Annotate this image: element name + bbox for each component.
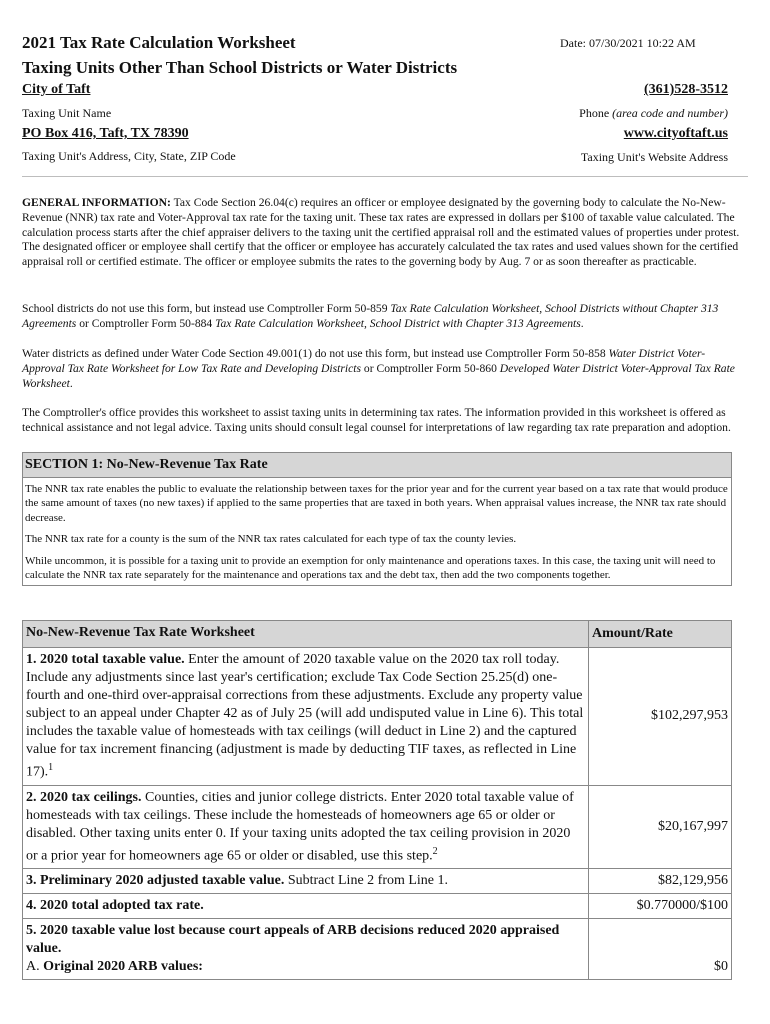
nnr-worksheet-table <box>22 620 732 980</box>
website-value: www.cityoftaft.us <box>623 126 728 141</box>
line-title: 1. 2020 total taxable value. <box>26 652 185 667</box>
line-text: Counties, cities and junior college districts. Enter 2020 total taxable value of homesteads with tax ceilings. These include the homesteads of homeowners age 65 or older or disabled. Other taxing units enter 0. If your taxing units adopted the tax ceiling provision in 2020 or a prior year for homeowners age 65 or older or disabled, use this step. <box>26 789 574 864</box>
school-note-form-2: Tax Rate Calculation Worksheet, School District with Chapter 313 Agreements <box>215 316 581 330</box>
table-row <box>23 919 732 980</box>
water-note-text-2: or Comptroller Form 50-860 <box>361 361 500 375</box>
school-note-text-3: . <box>580 316 584 330</box>
taxing-unit-name-label: Taxing Unit Name <box>22 106 112 120</box>
phone-label-hint: (area code and number) <box>612 106 728 120</box>
phone-value: (361)528-3512 <box>644 82 728 97</box>
form-subtitle: Taxing Units Other Than School Districts or Water Districts <box>22 58 458 77</box>
footnote-marker: 1 <box>48 762 54 773</box>
line-amount: $0.770000/$100 <box>589 894 732 919</box>
website-label: Taxing Unit's Website Address <box>580 150 728 164</box>
line-description <box>23 648 589 786</box>
water-note-form-2: Developed Water District Voter-Approval Tax Rate Worksheet <box>22 361 735 390</box>
table-row <box>23 869 732 894</box>
table-header-row <box>23 621 732 648</box>
sub-line-prefix: A. <box>26 959 44 975</box>
taxing-unit-address: PO Box 416, Taft, TX 78390 <box>22 126 189 141</box>
line-description <box>23 894 589 919</box>
table-row <box>23 648 732 786</box>
comptroller-note: The Comptroller's office provides this worksheet to assist taxing units in determining tax rates. The information provided in this worksheet is offered as technical assistance and not legal advice. Taxing units should consult legal counsel for interpretations of law regarding tax rate preparation and adoption. <box>22 406 731 434</box>
general-information <box>22 196 744 270</box>
section-1-intro <box>23 478 731 585</box>
general-information-text: Tax Code Section 26.04(c) requires an officer or employee designated by the governing body to calculate the No-New-Revenue (NNR) tax rate and Voter-Approval tax rate for the taxing unit. These tax rates are expressed in dollars per $100 of taxable value calculated. The calculation process starts after the chief appraiser delivers to the taxing unit the certified appraisal roll and the estimated values of properties under protest. The designated officer or employee shall certify that the officer or employee has accurately calculated the tax rates and used values shown for the certified appraisal roll or certified estimate. The officer or employee submits the rates to the governing body by Aug. 7 or as soon thereafter as practicable. <box>22 196 740 269</box>
header-divider <box>22 176 748 177</box>
water-note-form-1: Water District Voter-Approval Tax Rate Worksheet for Low Tax Rate and Developing Districts <box>22 347 706 375</box>
table-row <box>23 785 732 869</box>
line-amount: $0 <box>589 919 732 980</box>
section-1-paragraph: The NNR tax rate enables the public to evaluate the relationship between taxes for the prior year and for the current year based on a tax rate that would produce the same amount of taxes (no new taxes) if applied to the same properties that are taxed in both years. When appraisal values increase, the NNR tax rate should decrease. <box>25 483 728 524</box>
line-description <box>23 919 589 980</box>
line-description <box>23 785 589 869</box>
column-header-amount: Amount/Rate <box>589 621 732 648</box>
table-row <box>23 894 732 919</box>
phone-label <box>579 106 728 121</box>
footnote-marker: 2 <box>432 845 438 857</box>
line-title: 4. 2020 total adopted tax rate. <box>26 898 204 914</box>
line-text: Subtract Line 2 from Line 1. <box>284 873 449 889</box>
form-date: Date: 07/30/2021 10:22 AM <box>560 36 696 50</box>
line-title: 5. 2020 taxable value lost because court appeals of ARB decisions reduced 2020 appraised value. <box>26 923 560 957</box>
section-1 <box>22 452 732 586</box>
school-districts-note <box>22 302 744 332</box>
section-1-paragraph: While uncommon, it is possible for a taxing unit to provide an exemption for only maintenance and operations taxes. In this case, the taxing unit will need to calculate the NNR tax rate separately for the maintenance and operations tax and the debt tax, then add the two components together. <box>25 554 716 582</box>
phone-label-text: Phone <box>579 106 613 120</box>
line-description <box>23 869 589 894</box>
taxing-unit-address-label: Taxing Unit's Address, City, State, ZIP Code <box>22 149 236 163</box>
form-title: 2021 Tax Rate Calculation Worksheet <box>22 33 296 52</box>
line-text: Enter the amount of 2020 taxable value on the 2020 tax roll today. Include any adjustments since last year's certification; exclude Tax Code Section 25.25(d) one-fourth and one-third over-appraisal corrections from these adjustments. Exclude any property value subject to an appeal under Chapter 42 as of July 25 (will add undisputed value in Line 6). This total includes the taxable value of homesteads with tax ceilings (will deduct in Line 2) and the captured value for tax increment financing (adjustment is made by deducting TIF taxes, as reflected in Line 17). <box>26 652 584 780</box>
line-title: 3. Preliminary 2020 adjusted taxable value. <box>26 873 285 889</box>
water-note-text-3: . <box>69 376 73 390</box>
section-1-title: SECTION 1: No-New-Revenue Tax Rate <box>23 453 731 478</box>
water-districts-note <box>22 347 744 391</box>
sub-line-title: Original 2020 ARB values: <box>43 959 203 975</box>
school-note-text-2: or Comptroller Form 50-884 <box>76 316 216 330</box>
column-header-label: No-New-Revenue Tax Rate Worksheet <box>23 621 589 648</box>
school-note-form-1: Tax Rate Calculation Worksheet, School Districts without Chapter 313 Agreements <box>22 302 719 330</box>
line-amount: $102,297,953 <box>589 648 732 786</box>
section-1-paragraph: The NNR tax rate for a county is the sum of the NNR tax rates calculated for each type of tax the county levies. <box>25 533 517 546</box>
taxing-unit-name: City of Taft <box>22 82 91 97</box>
water-note-text-1: Water districts as defined under Water Code Section 49.001(1) do not use this form, but instead use Comptroller Form 50-858 <box>22 347 609 360</box>
line-amount: $82,129,956 <box>589 869 732 894</box>
line-amount: $20,167,997 <box>589 785 732 869</box>
school-note-text-1: School districts do not use this form, but instead use Comptroller Form 50-859 <box>22 302 391 315</box>
line-title: 2. 2020 tax ceilings. <box>26 789 142 805</box>
general-information-lead: GENERAL INFORMATION: <box>22 196 171 209</box>
